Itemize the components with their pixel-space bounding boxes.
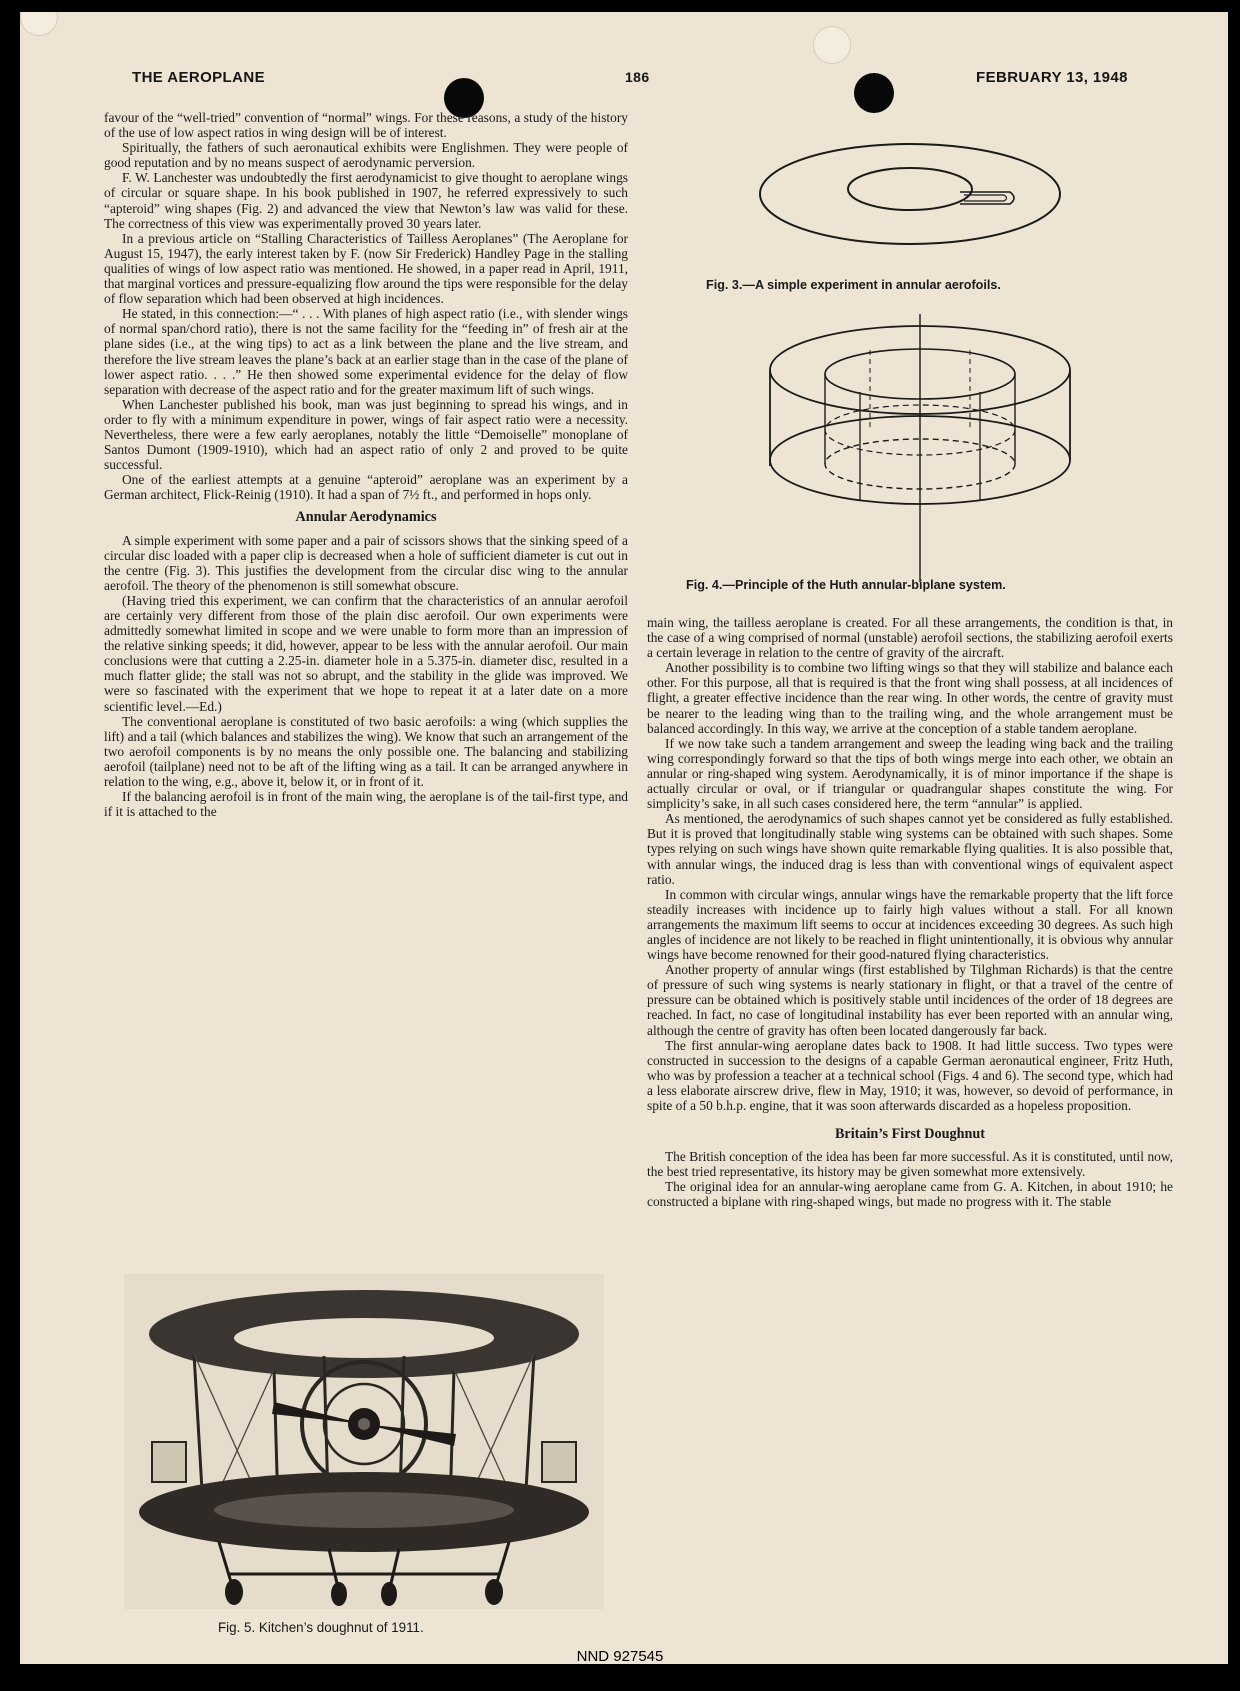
paragraph: favour of the “well-tried” convention of “normal” wings. For these reasons, a study of the history of the use of low aspect ratios in wing design will be of interest. (104, 110, 628, 141)
punch-hole-ghost-left (20, 12, 58, 36)
paragraph: A simple experiment with some paper and a pair of scissors shows that the sinking speed of a circular disc loaded with a paper clip is decreased when a hole of sufficient diameter is cut out in the centre (Fig. 3). This justifies the development from the circular disc wing to the annular aerofoil. The theory of the phenomenon is still somewhat obscure. (104, 532, 628, 593)
archive-reference: NND 927545 (576, 1648, 664, 1665)
paragraph: F. W. Lanchester was undoubtedly the first aerodynamicist to give thought to aeroplane wings of circular or square shape. In his book published in 1907, he referred expressively to such “apteroid” wing shapes (Fig. 2) and advanced the view that Newton’s law was valid for these. The correctness of this view was experimentally proved 30 years later. (104, 170, 628, 231)
paragraph: He stated, in this connection:—“ . . . With planes of high aspect ratio (i.e., with slender wings of normal span/chord ratio), there is not the same facility for the “feeding in” of fresh air at the plane sides (i.e., at the wing tips) to act as a link between the plane and the live stream, and therefore the live stream leaves the plane’s back at an earlier stage than in the case of the plane of lower aspect ratio. . . .” He then showed some experimental evidence for the delay of flow separation with decrease of the aspect ratio and for the greater maximum lift of such wings. (104, 306, 628, 397)
paragraph: As mentioned, the aerodynamics of such shapes cannot yet be considered as fully established. But it is proved that longitudinally stable wing systems can be obtained with such shapes. Some types relying on such wings have shown quite remarkable flying qualities. It is also possible that, with annular wings, the induced drag is less than with conventional wings of equivalent aspect ratio. (647, 811, 1173, 887)
paragraph: In a previous article on “Stalling Characteristics of Tailless Aeroplanes” (The Aeroplane for August 15, 1947), the early interest taken by F. (now Sir Frederick) Handley Page in the stalling qualities of wings of low aspect ratio was mentioned. He showed, in a paper read in April, 1911, that marginal vortices and pressure-equalizing flow around the tips were responsible for the delay of flow separation which had been observed at high incidences. (104, 230, 628, 307)
section-heading: Britain’s First Doughnut (834, 1126, 986, 1143)
document-page (20, 12, 1228, 1664)
fig3-caption: Fig. 3.—A simple experiment in annular aerofoils. (706, 278, 1001, 292)
section-heading: Annular Aerodynamics (295, 509, 437, 526)
paragraph: The conventional aeroplane is constituted of two basic aerofoils: a wing (which supplies the lift) and a tail (which balances and stabilizes the wing). We know that such an arrangement of the two aerofoil components is by no means the only possible one. The balancing and stabilizing aerofoil (tailplane) need not to be aft of the lifting wing as a tail. It can be arranged anywhere in relation to the wing, e.g., above it, below it, or in front of it. (104, 713, 628, 790)
paragraph: (Having tried this experiment, we can confirm that the characteristics of an annular aerofoil are certainly very different from those of the plain disc aerofoil. Our own experiments were admittedly somewhat limited in scope and we were unable to form more than an impression of the relative sinking speeds; it did, however, appear to be less with the annular aerofoil. Our main conclusions were that cutting a 2.25-in. diameter hole in a 5.375-in. diameter disc, resulted in a much flatter glide; the stall was not so abrupt, and the stability in the glide was improved. We were so fascinated with the experiment that we hope to repeat it at a later date on a more scientific level.—Ed.) (104, 592, 628, 714)
paragraph: When Lanchester published his book, man was just beginning to spread his wings, and in order to fly with a minimum expenditure in power, wings of fair aspect ratio were a necessity. Nevertheless, there were a few early aeroplanes, notably the little “Demoiselle” monoplane of Santos Dumont (1909-1910), which had an aspect ratio of only 2 and proved to be quite successful. (104, 396, 628, 473)
paragraph: Another property of annular wings (first established by Tilghman Richards) is that the centre of pressure of such wing systems is nearly stationary in flight, or that a travel of the centre of pressure can be obtained which is positively stable until incidences of the order of 18 degrees are reached. In fact, no case of longitudinal instability has ever been reported with an annular wing, although the centre of gravity has often been located dangerously far back. (647, 962, 1173, 1038)
paragraph: The original idea for an annular-wing aeroplane came from G. A. Kitchen, in about 1910; he constructed a biplane with ring-shaped wings, but made no progress with it. The stable (647, 1179, 1173, 1210)
paragraph: main wing, the tailless aeroplane is created. For all these arrangements, the condition is that, in the case of a wing comprised of normal (unstable) aerofoil sections, the stabilizing aerofoil exerts a certain leverage in relation to the centre of gravity of the aircraft. (647, 615, 1173, 661)
fig5-caption: Fig. 5. Kitchen’s doughnut of 1911. (218, 1620, 424, 1635)
fig4-caption: Fig. 4.—Principle of the Huth annular-biplane system. (686, 578, 1006, 592)
fig4-annular-biplane-drawing (750, 310, 1120, 590)
running-header-date: FEBRUARY 13, 1948 (976, 69, 1128, 86)
fig3-annular-disc-drawing (750, 136, 1110, 276)
paragraph: If the balancing aerofoil is in front of the main wing, the aeroplane is of the tail-first type, and if it is attached to the (104, 789, 628, 820)
paragraph: If we now take such a tandem arrangement and sweep the leading wing back and the trailing wing correspondingly forward so that the tips of both wings merge into each other, we obtain an annular or ring-shaped wing system. Aerodynamically, it is of minor importance if the shape is actually circular or oval, or if triangular or quadrangular shapes constitute the wing. For simplicity’s sake, in all such cases considered here, the term “annular” is applied. (647, 735, 1173, 812)
paragraph: Another possibility is to combine two lifting wings so that they will stabilize and balance each other. For this purpose, all that is required is that the front wing shall possess, at all incidences of flight, a greater effective incidence than the rear wing. In other words, the centre of gravity must be nearer to the leading wing than to the trailing wing, and the whole arrangement must be balanced accordingly. In this way, we arrive at the conception of a stable tandem aeroplane. (647, 660, 1173, 736)
paragraph: In common with circular wings, annular wings have the remarkable property that the lift force steadily increases with incidence up to fairly high values without a stall. For all known arrangements the maximum lift seems to occur at incidences exceeding 30 degrees. As such high angles of incidence are not likely to be reached in flight unintentionally, it is obvious why annular wings have become renowned for their good-natured flying characteristics. (647, 886, 1173, 963)
paragraph: Spiritually, the fathers of such aeronautical exhibits were Englishmen. They were people of good reputation and by no means suspect of aerodynamic perversion. (104, 140, 628, 171)
right-column (647, 615, 1173, 1210)
punch-hole-ghost-right (813, 26, 851, 64)
running-header-left: THE AEROPLANE (132, 69, 265, 86)
paragraph: The British conception of the idea has been far more successful. As it is constituted, until now, the best tried representative, its history may be given somewhat more extensively. (647, 1149, 1173, 1180)
fig5-kitchen-doughnut-photo (124, 1274, 604, 1609)
paragraph: The first annular-wing aeroplane dates back to 1908. It had little success. Two types were constructed in succession to the designs of a capable German aeronautical engineer, Fritz Huth, who was by profession a teacher at a technical school (Figs. 4 and 6). The second type, which had a less elaborate airscrew drive, flew in May, 1910; it was, however, so devoid of performance, in spite of a 50 b.h.p. engine, that it was soon afterwards discarded as a hopeless proposition. (647, 1037, 1173, 1113)
page-number: 186 (625, 69, 650, 85)
left-column (104, 110, 628, 819)
paragraph: One of the earliest attempts at a genuine “apteroid” aeroplane was an experiment by a German architect, Flick-Reinig (1910). It had a span of 7½ ft., and performed in hops only. (104, 472, 628, 503)
punch-hole-right (854, 73, 894, 113)
